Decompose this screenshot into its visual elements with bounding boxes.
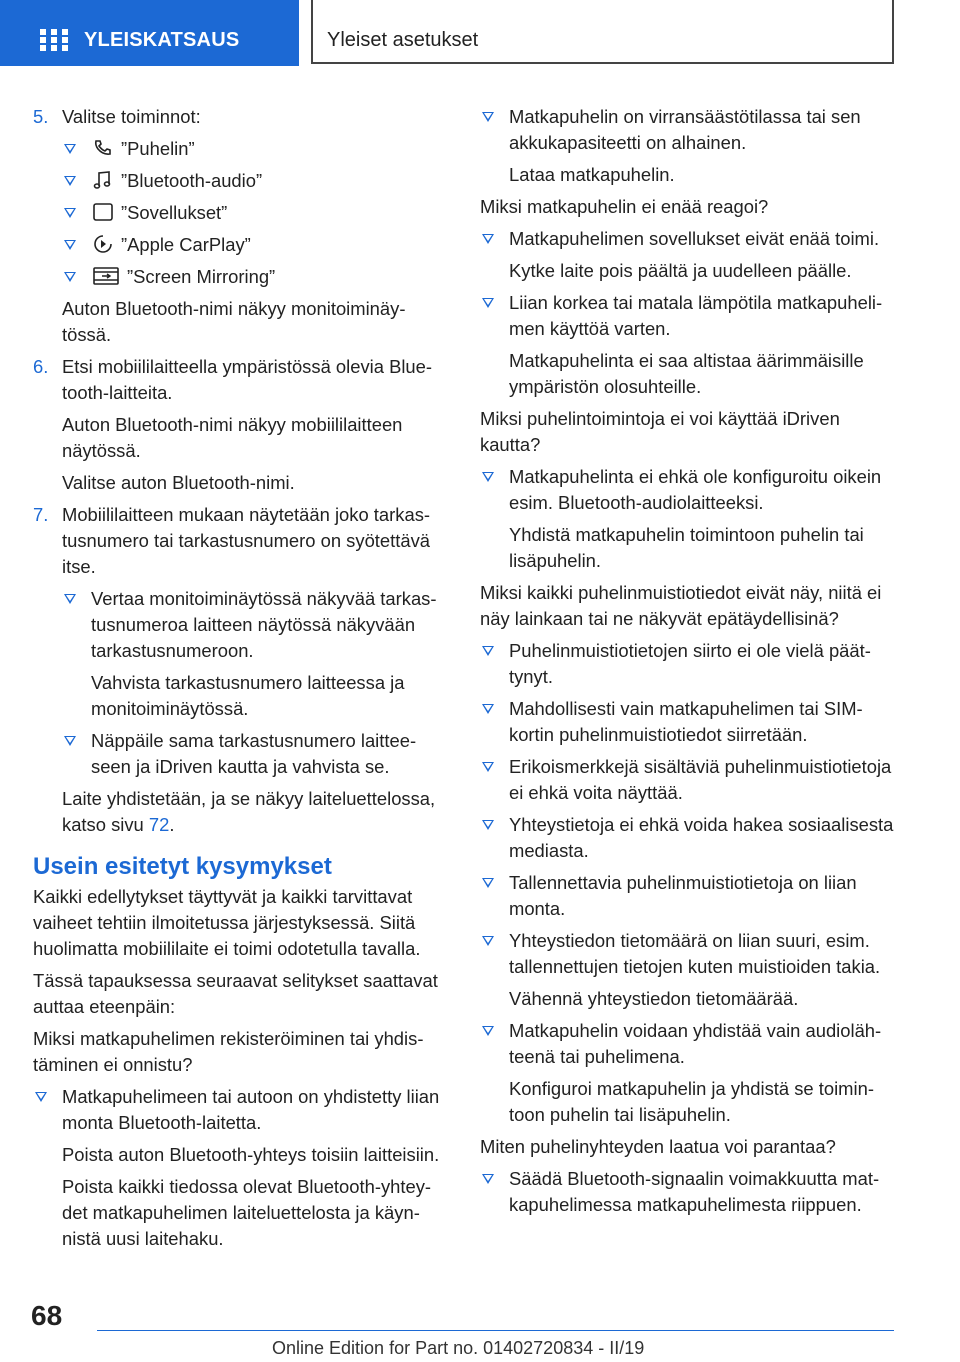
question-4: Miksi kaikki puhelinmuistiotiedot eivät näy, niitä ei näy lainkaan tai ne näkyvät epätäydellisinä? bbox=[480, 582, 882, 629]
step-5-note: Auton Bluetooth-nimi näkyy monitoiminäytössä. bbox=[62, 298, 406, 345]
option-label: ”Puhelin” bbox=[121, 138, 195, 159]
question-2-bullet-2-note: Matkapuhelinta ei saa altistaa äärimmäisille ympäristön olosuhteille. bbox=[509, 350, 864, 397]
apps-square-icon bbox=[91, 202, 115, 222]
step-text: Etsi mobiililaitteella ympäristössä olevia Bluetooth-laitteita. bbox=[62, 356, 433, 403]
option-apps bbox=[62, 200, 448, 226]
bullet-triangle-icon bbox=[482, 1174, 494, 1184]
question-4-bullet-6 bbox=[480, 928, 900, 980]
tab-overview-label: YLEISKATSAUS bbox=[84, 29, 240, 51]
option-phone bbox=[62, 136, 448, 162]
faq-intro-2: Tässä tapauksessa seuraavat selitykset saattavat auttaa eteenpäin: bbox=[33, 970, 438, 1017]
bullet-triangle-icon bbox=[35, 1092, 47, 1102]
step-number: 6. bbox=[33, 356, 49, 377]
carplay-play-icon bbox=[91, 234, 115, 254]
page-link[interactable]: 72 bbox=[148, 814, 170, 835]
bullet-triangle-icon bbox=[64, 176, 76, 186]
bullet-text: Tallennettavia puhelinmuistiotietoja on liian monta. bbox=[509, 872, 857, 919]
bullet-text: Liian korkea tai matala lämpötila matkapuhelimen käyttöä varten. bbox=[509, 292, 883, 339]
grid-icon bbox=[40, 29, 68, 51]
bullet-text: Matkapuhelinta ei ehkä ole konfiguroitu oikein esim. Bluetooth-audiolaitteeksi. bbox=[509, 466, 882, 513]
bullet-text: Yhteystiedon tietomäärä on liian suuri, esim. tallennettujen tietojen kuten muistioiden takia. bbox=[509, 930, 881, 977]
bullet-text: Matkapuhelimen sovellukset eivät enää toimi. bbox=[509, 228, 880, 249]
step-7-bullet-1 bbox=[62, 586, 448, 664]
question-1: Miksi matkapuhelimen rekisteröiminen tai yhdistäminen ei onnistu? bbox=[33, 1028, 424, 1075]
question-1-bullet-2 bbox=[480, 104, 900, 156]
step-number: 5. bbox=[33, 106, 49, 127]
bullet-text: Mahdollisesti vain matkapuhelimen tai SIM-kortin puhelinmuistiotiedot siirretään. bbox=[509, 698, 863, 745]
bullet-triangle-icon bbox=[482, 936, 494, 946]
step-6 bbox=[33, 354, 448, 406]
question-3: Miksi puhelintoimintoja ei voi käyttää iDriven kautta? bbox=[480, 408, 840, 455]
question-4-bullet-5 bbox=[480, 870, 900, 922]
question-3-bullet-1 bbox=[480, 464, 900, 516]
option-label: ”Bluetooth-audio” bbox=[121, 170, 263, 191]
header-bar bbox=[0, 0, 960, 66]
left-column bbox=[33, 104, 448, 1258]
question-2: Miksi matkapuhelin ei enää reagoi? bbox=[480, 196, 769, 217]
question-4-bullet-7-note: Konfiguroi matkapuhelin ja yhdistä se toimintoon puhelin tai lisäpuhelin. bbox=[509, 1078, 874, 1125]
bullet-text: Matkapuhelimeen tai autoon on yhdistetty liian monta Bluetooth-laitetta. bbox=[62, 1086, 440, 1133]
bullet-triangle-icon bbox=[482, 234, 494, 244]
question-1-bullet-1 bbox=[33, 1084, 448, 1136]
bullet-triangle-icon bbox=[482, 762, 494, 772]
bullet-triangle-icon bbox=[64, 208, 76, 218]
question-5-bullet-1 bbox=[480, 1166, 900, 1218]
bullet-triangle-icon bbox=[482, 298, 494, 308]
tab-general-settings[interactable] bbox=[311, 0, 894, 64]
faq-intro-1: Kaikki edellytykset täyttyvät ja kaikki tarvittavat vaiheet tehtiin ilmoitetussa järjestyksessä. Siitä huolimatta mobiililaite ei toimi odotetulla tavalla. bbox=[33, 886, 421, 959]
question-2-bullet-1-note: Kytke laite pois päältä ja uudelleen päälle. bbox=[509, 260, 852, 281]
bullet-triangle-icon bbox=[482, 646, 494, 656]
note-text: Laite yhdistetään, ja se näkyy laiteluettelossa, katso sivu bbox=[62, 788, 436, 835]
step-7 bbox=[33, 502, 448, 580]
question-1-bullet-1-note-1: Poista auton Bluetooth-yhteys toisiin laitteisiin. bbox=[62, 1144, 440, 1165]
footer-divider bbox=[97, 1330, 894, 1331]
note-period: . bbox=[169, 814, 175, 835]
question-5: Miten puhelinyhteyden laatua voi parantaa? bbox=[480, 1136, 836, 1157]
bullet-triangle-icon bbox=[64, 144, 76, 154]
tab-overview[interactable] bbox=[0, 0, 299, 66]
option-bluetooth-audio bbox=[62, 168, 448, 194]
phone-icon bbox=[91, 138, 115, 158]
step-text: Valitse toiminnot: bbox=[62, 106, 201, 127]
step-number: 7. bbox=[33, 504, 49, 525]
step-7-note bbox=[33, 786, 448, 838]
step-6-note-1: Auton Bluetooth-nimi näkyy mobiililaitteen näytössä. bbox=[62, 414, 403, 461]
question-1-bullet-2-note: Lataa matkapuhelin. bbox=[509, 164, 675, 185]
question-4-bullet-2 bbox=[480, 696, 900, 748]
bullet-text: Matkapuhelin on virransäästötilassa tai sen akkukapasiteetti on alhainen. bbox=[509, 106, 861, 153]
step-7-bullet-2 bbox=[62, 728, 448, 780]
question-4-bullet-1 bbox=[480, 638, 900, 690]
bullet-triangle-icon bbox=[482, 472, 494, 482]
question-2-bullet-1 bbox=[480, 226, 900, 252]
bullet-triangle-icon bbox=[482, 112, 494, 122]
option-screen-mirroring bbox=[62, 264, 448, 290]
bullet-triangle-icon bbox=[482, 704, 494, 714]
bullet-triangle-icon bbox=[482, 820, 494, 830]
bullet-triangle-icon bbox=[64, 272, 76, 282]
step-6-note-2: Valitse auton Bluetooth-nimi. bbox=[62, 472, 295, 493]
music-note-icon bbox=[91, 170, 115, 190]
question-4-bullet-6-note: Vähennä yhteystiedon tietomäärää. bbox=[509, 988, 799, 1009]
option-label: ”Apple CarPlay” bbox=[121, 234, 251, 255]
step-text: Mobiililaitteen mukaan näytetään joko tarkastusnumero tai tarkastusnumero on syötettävä itse. bbox=[62, 504, 431, 577]
bullet-triangle-icon bbox=[64, 736, 76, 746]
question-3-bullet-1-note: Yhdistä matkapuhelin toimintoon puhelin tai lisäpuhelin. bbox=[509, 524, 864, 571]
option-carplay bbox=[62, 232, 448, 258]
bullet-text: Vertaa monitoiminäytössä näkyvää tarkastusnumeroa laitteen näytössä näkyvään tarkastusnumeroon. bbox=[91, 588, 437, 661]
faq-heading: Usein esitetyt kysymykset bbox=[33, 853, 332, 880]
bullet-triangle-icon bbox=[482, 1026, 494, 1036]
bullet-text: Matkapuhelin voidaan yhdistää vain audiolähteenä tai puhelimena. bbox=[509, 1020, 882, 1067]
bullet-triangle-icon bbox=[64, 594, 76, 604]
bullet-text: Erikoismerkkejä sisältäviä puhelinmuistiotietoja ei ehkä voita näyttää. bbox=[509, 756, 892, 803]
tab-general-settings-label: Yleiset asetukset bbox=[327, 29, 479, 51]
step-7-bullet-1-note: Vahvista tarkastusnumero laitteessa ja monitoiminäytössä. bbox=[91, 672, 405, 719]
option-label: ”Screen Mirroring” bbox=[127, 266, 276, 287]
question-4-bullet-4 bbox=[480, 812, 900, 864]
step-5 bbox=[33, 104, 448, 130]
screen-mirroring-icon bbox=[91, 266, 121, 286]
right-column bbox=[480, 104, 900, 1224]
bullet-text: Säädä Bluetooth-signaalin voimakkuutta matkapuhelimessa matkapuhelimesta riippuen. bbox=[509, 1168, 880, 1215]
footer-edition: Online Edition for Part no. 01402720834 - II/19 bbox=[272, 1338, 645, 1358]
bullet-text: Puhelinmuistiotietojen siirto ei ole vielä päättynyt. bbox=[509, 640, 871, 687]
option-label: ”Sovellukset” bbox=[121, 202, 228, 223]
bullet-text: Yhteystietoja ei ehkä voida hakea sosiaalisesta mediasta. bbox=[509, 814, 894, 861]
question-4-bullet-7 bbox=[480, 1018, 900, 1070]
bullet-triangle-icon bbox=[482, 878, 494, 888]
question-1-bullet-1-note-2: Poista kaikki tiedossa olevat Bluetooth-yhteydet matkapuhelimen laiteluettelosta ja käynnistä uusi laitehaku. bbox=[62, 1176, 432, 1249]
bullet-triangle-icon bbox=[64, 240, 76, 250]
bullet-text: Näppäile sama tarkastusnumero laitteeseen ja iDriven kautta ja vahvista se. bbox=[91, 730, 417, 777]
question-2-bullet-2 bbox=[480, 290, 900, 342]
question-4-bullet-3 bbox=[480, 754, 900, 806]
page-number: 68 bbox=[31, 1300, 63, 1331]
